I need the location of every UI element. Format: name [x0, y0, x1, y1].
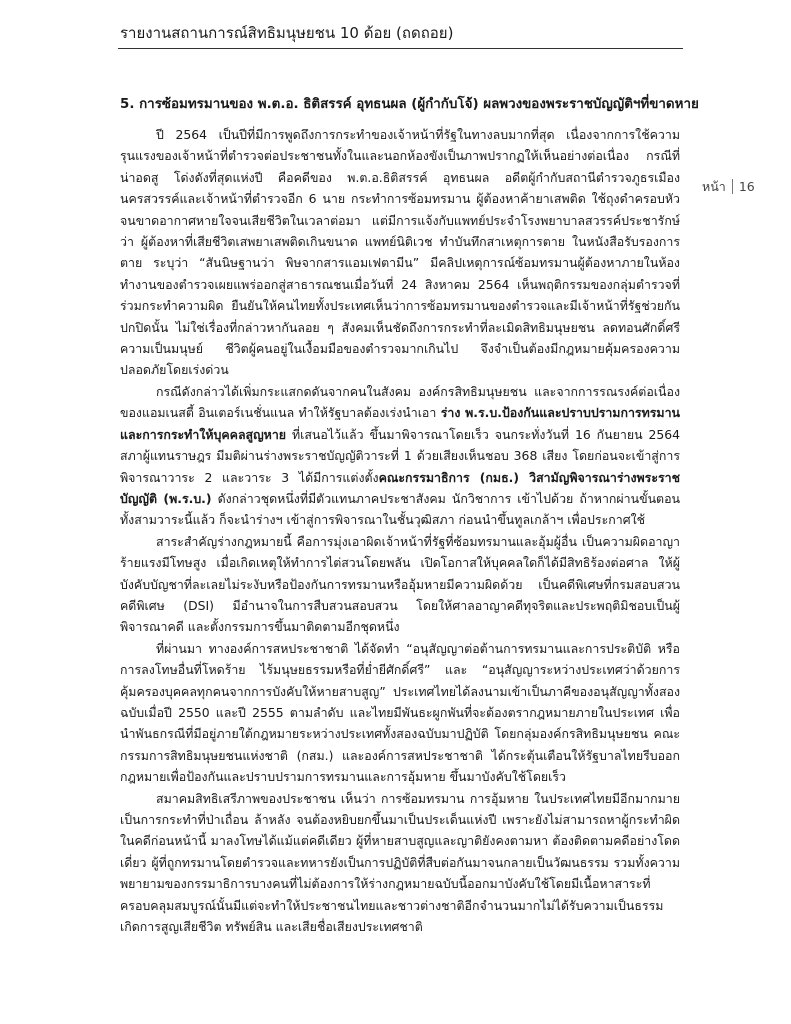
header-divider — [118, 48, 683, 49]
section-heading: 5. การซ้อมทรมานของ พ.ต.อ. ธิติสรรค์ อุทธนผล (ผู้กำกับโจ้) ผลพวงของพระราชบัญญัติฯที่ขาดหาย — [120, 97, 699, 112]
bill-name-bold: ร่าง พ.ร.บ.ป้องกันและปราบปรามการทรมานและการกระทำให้บุคคลสูญหาย — [120, 405, 681, 442]
paragraph-5: สมาคมสิทธิเสรีภาพของประชาชน เห็นว่า การซ้อมทรมาน การอุ้มหาย ในประเทศไทยมีอีกมากมายเป็นการกระทำที่ป่าเถื่อน ล้าหลัง จนต้องหยิบยกขึ้นมาเป็นประเด็นแห่งปี เพราะยังไม่สามารถหาผู้กระทำผิดในคดีก่อนหน้านี้ มาลงโทษได้แม้แต่คดีเดียว ผู้ที่หายสาบสูญและญาติยังคงตามหา ต้องติดตามคดีอย่างโดดเดี่ยว ผู้ที่ถูกทรมานโดยตำรวจและทหารยังเป็นการปฏิบัติที่สืบต่อกันมาจนกลายเป็นวัฒนธรรม รวมทั้งความพยายามของกรรมาธิการบางคนที่ไม่ต้องการให้ร่างกฎหมายฉบับนี้ออกมาบังคับใช้โดยมีเนื้อหาสาระที่ครอบคลุมสมบูรณ์นั้นมีแต่จะทำให้ประชาชนไทยและชาวต่างชาติอีกจำนวนมากไม่ได้รับความเป็นธรรม เกิดการสูญเสียชีวิต ทรัพย์สิน และเสียชื่อเสียงประเทศชาติ — [120, 790, 680, 935]
committee-name-bold: คณะกรรมาธิการ (กมธ.) วิสามัญพิจารณาร่างพระราชบัญญัติ (พ.ร.บ.) — [120, 469, 680, 506]
paragraph-2-text-a: กรณีดังกล่าวได้เพิ่มกระแสกดดันจากคนในสังคม องค์กรสิทธิมนุษยชน และจากการรณรงค์ต่อเนื่องของแอมเนสตี้ อินเตอร์เนชั่นแนล ทำให้รัฐบาลต้องเร่งนำเอา — [120, 383, 680, 421]
page-number — [702, 178, 755, 196]
page-number-label: หน้า — [702, 179, 726, 194]
running-header-title: รายงานสถานการณ์สิทธิมนุษยชน 10 ด้อย (ถดถอย) — [120, 24, 454, 42]
paragraph-2-text-e: ดังกล่าวชุดหนึ่งที่มีตัวแทนภาคประชาสังคม นักวิชาการ เข้าไปด้วย ถ้าหากผ่านขั้นตอนทั้งสามวาระนี้แล้ว ก็จะนำร่างฯ เข้าสู่การพิจารณาในชั้นวุฒิสภา ก่อนนำขึ้นทูลเกล้าฯ เพื่อประกาศใช้ — [120, 490, 680, 528]
page-number-separator — [732, 179, 733, 194]
paragraph-2 — [120, 381, 680, 531]
paragraph-4: ที่ผ่านมา ทางองค์การสหประชาชาติ ได้จัดทำ “อนุสัญญาต่อต้านการทรมานและการประติบัติ หรือการลงโทษอื่นที่โหดร้าย ไร้มนุษยธรรมหรือที่ย่ำยีศักดิ์ศรี” และ “อนุสัญญาระหว่างประเทศว่าด้วยการคุ้มครองบุคคลทุกคนจากการบังคับให้หายสาบสูญ” ประเทศไทยได้ลงนามเข้าเป็นภาคีของอนุสัญญาทั้งสองฉบับเมื่อปี 2550 และปี 2555 ตามลำดับ และไทยมีพันธะผูกพันที่จะต้องตรากฎหมายภายในประเทศ เพื่อนำพันธกรณีที่มีอยู่ภายใต้กฎหมายระหว่างประเทศทั้งสองฉบับมาปฏิบัติ โดยกลุ่มองค์กรสิทธิมนุษยชน คณะกรรมการสิทธิมนุษยชนแห่งชาติ (กสม.) และองค์การสหประชาชาติ ได้กระตุ้นเตือนให้รัฐบาลไทยรีบออกกฎหมายเพื่อป้องกันและปราบปรามการทรมานและการอุ้มหาย ขึ้นมาบังคับใช้โดยเร็ว — [120, 640, 680, 785]
page-number-value: 16 — [738, 179, 755, 194]
paragraph-2-text-c: ที่เสนอไว้แล้ว ขึ้นมาพิจารณาโดยเร็ว จนกระทั่งวันที่ 16 กันยายน 2564 สภาผู้แทนราษฎร มีมติผ่านร่างพระราชบัญญัติวาระที่ 1 ด้วยเสียงเห็นชอบ 368 เสียง โดยก่อนจะเข้าสู่การพิจารณาวาระ 2 และวาระ 3 ได้มีการแต่งตั้ง — [120, 426, 680, 485]
paragraph-3: สาระสำคัญร่างกฎหมายนี้ คือการมุ่งเอาผิดเจ้าหน้าที่รัฐที่ซ้อมทรมานและอุ้มผู้อื่น เป็นความผิดอาญาร้ายแรงมีโทษสูง เมื่อเกิดเหตุให้ทำการไต่สวนโดยพลัน เปิดโอกาสให้บุคคลใดก็ได้มีสิทธิร้องต่อศาล ให้ผู้บังคับบัญชาที่ละเลยไม่ระงับหรือป้องกันการทรมานหรืออุ้มหายมีความผิดด้วย เป็นคดีพิเศษที่กรมสอบสวนคดีพิเศษ (DSI) มีอำนาจในการสืบสวนสอบสวน โดยให้ศาลอาญาคดีทุจริตและประพฤติมิชอบเป็นผู้พิจารณาคดี และตั้งกรรมการขึ้นมาติดตามอีกชุดหนึ่ง — [120, 533, 680, 635]
paragraph-1: ปี 2564 เป็นปีที่มีการพูดถึงการกระทำของเจ้าหน้าที่รัฐในทางลบมากที่สุด เนื่องจากการใช้ความรุนแรงของเจ้าหน้าที่ตำรวจต่อประชาชนทั้งในและนอกห้องขังเป็นภาพปรากฏให้เห็นอย่างต่อเนื่อง กรณีที่น่าอดสู โด่งดังที่สุดแห่งปี คือคดีของ พ.ต.อ.ธิติสรรค์ อุทธนผล อดีตผู้กำกับสถานีตำรวจภูธรเมืองนครสวรรค์และเจ้าหน้าที่ตำรวจอีก 6 นาย กระทำการซ้อมทรมาน ผู้ต้องหาค้ายาเสพติด ใช้ถุงดำครอบหัวจนขาดอากาศหายใจจนเสียชีวิตในเวลาต่อมา แต่มีการแจ้งกับแพทย์ประจำโรงพยาบาลสวรรค์ประชารักษ์ว่า ผู้ต้องหาที่เสียชีวิตเสพยาเสพติดเกินขนาด แพทย์นิติเวช ทำบันทึกสาเหตุการตาย ในหนังสือรับรองการตาย ระบุว่า “สันนิษฐานว่า พิษจากสารแอมเฟตามีน” มีคลิปเหตุการณ์ซ้อมทรมานผู้ต้องหาภายในห้องทำงานของตำรวจเผยแพร่ออกสู่สาธารณชนเมื่อวันที่ 24 สิงหาคม 2564 เห็นพฤติกรรมของกลุ่มตำรวจที่ร่วมกระทำความผิด ยืนยันให้คนไทยทั้งประเทศเห็นว่าการซ้อมทรมานของตำรวจและมีเจ้าหน้าที่รัฐช่วยกันปกปิดนั้น ไม่ใช่เรื่องที่กล่าวหากันลอย ๆ สังคมเห็นชัดถึงการกระทำที่ละเมิดสิทธิมนุษยชน ลดทอนศักดิ์ศรีความเป็นมนุษย์ ชีวิตผู้คนอยู่ในเงื้อมมือของตำรวจมากเกินไป จึงจำเป็นต้องมีกฎหมายคุ้มครองความปลอดภัยโดยเร่งด่วน — [120, 127, 680, 378]
body-text — [120, 124, 680, 937]
